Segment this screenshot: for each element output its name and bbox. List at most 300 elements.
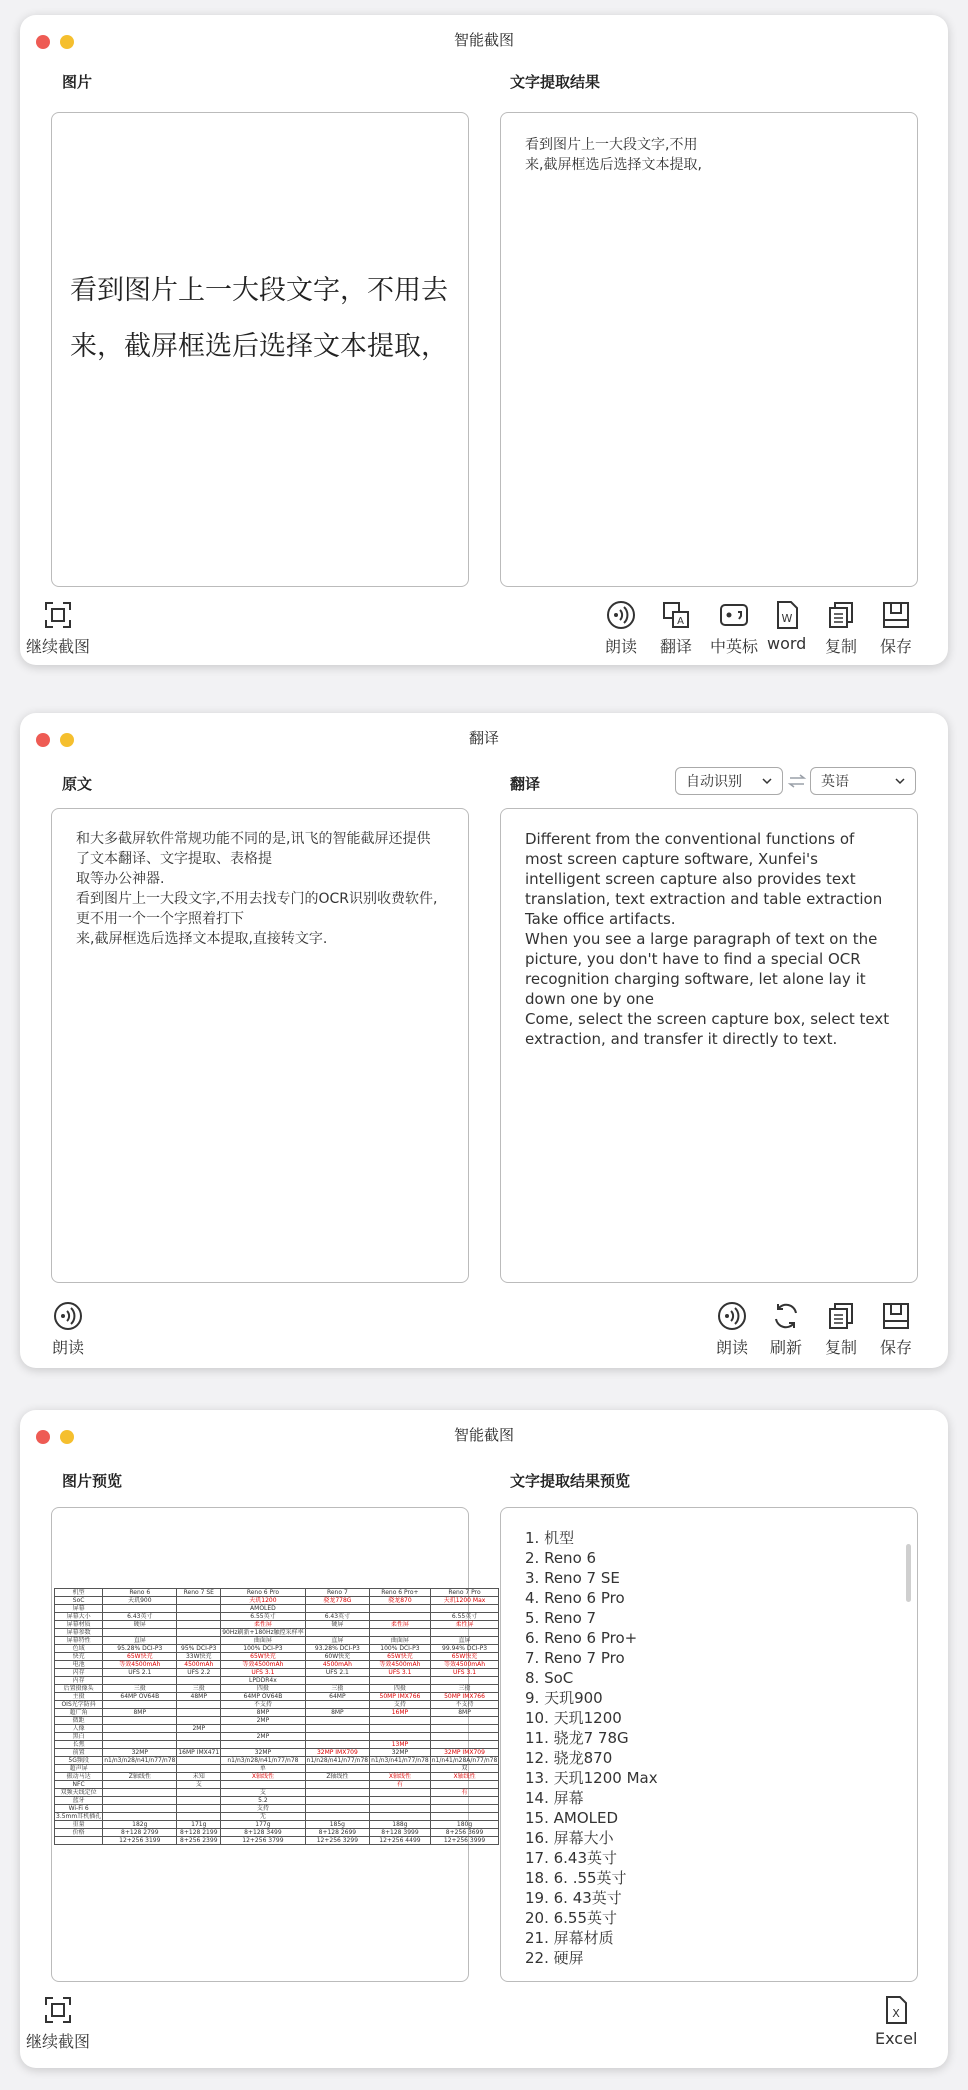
spec-cell xyxy=(177,1677,221,1685)
smart-capture-window-2 xyxy=(20,1410,948,2068)
spec-row xyxy=(55,1613,499,1621)
spec-cell: 天玑1200 Max xyxy=(430,1597,499,1605)
spec-cell: Z轴线性 xyxy=(305,1773,369,1781)
spec-cell: 人像 xyxy=(55,1725,103,1733)
spec-row xyxy=(55,1741,499,1749)
spec-cell: 前置 xyxy=(55,1749,103,1757)
copy-button[interactable]: 复制 xyxy=(825,1301,857,1358)
spec-cell xyxy=(305,1605,369,1613)
refresh-icon xyxy=(771,1301,801,1331)
spec-row xyxy=(55,1733,499,1741)
ocr-result-item[interactable]: 22. 硬屏 xyxy=(525,1949,584,1967)
save-button[interactable]: 保存 xyxy=(880,600,912,657)
spec-row xyxy=(55,1757,499,1765)
ocr-result-item[interactable]: 8. SoC xyxy=(525,1669,574,1687)
spec-cell: 支持 xyxy=(370,1701,431,1709)
spec-cell xyxy=(177,1813,221,1821)
spec-cell: 骁龙870 xyxy=(370,1597,431,1605)
captured-image xyxy=(52,263,488,375)
ocr-result-item[interactable]: 4. Reno 6 Pro xyxy=(525,1589,625,1607)
spec-row xyxy=(55,1821,499,1829)
spec-cell: OIS光学防抖 xyxy=(55,1701,103,1709)
spec-row xyxy=(55,1637,499,1645)
ocr-result-item[interactable]: 13. 天玑1200 Max xyxy=(525,1769,658,1787)
spec-row xyxy=(55,1677,499,1685)
spec-cell: 等效4500mAh xyxy=(221,1661,305,1669)
spec-cell: 无 xyxy=(221,1813,305,1821)
spec-cell: 双 xyxy=(430,1765,499,1773)
spec-cell: 重量 xyxy=(55,1821,103,1829)
swap-languages-icon[interactable] xyxy=(788,773,806,789)
spec-cell: 6.55英寸 xyxy=(430,1613,499,1621)
ocr-result-panel[interactable] xyxy=(500,1507,918,1982)
chevron-down-icon xyxy=(762,776,772,786)
spec-cell xyxy=(103,1717,177,1725)
source-text-panel[interactable] xyxy=(51,808,469,1283)
spec-cell: 8+128 2199 xyxy=(177,1829,221,1837)
spec-cell: 8MP xyxy=(103,1709,177,1717)
spec-cell: 32MP xyxy=(103,1749,177,1757)
spec-row xyxy=(55,1837,499,1845)
spec-cell xyxy=(430,1733,499,1741)
spec-header-cell: Reno 6 xyxy=(103,1589,177,1597)
ocr-result-list[interactable] xyxy=(525,1528,893,1968)
spec-cell: 171g xyxy=(177,1821,221,1829)
spec-cell: 曲面屏 xyxy=(221,1637,305,1645)
translate-window xyxy=(20,713,948,1368)
spec-cell: 四摄 xyxy=(221,1685,305,1693)
excel-file-icon xyxy=(881,1995,911,2025)
spec-cell: 长焦 xyxy=(55,1741,103,1749)
spec-cell xyxy=(305,1781,369,1789)
spec-cell xyxy=(177,1701,221,1709)
spec-cell: UFS 3.1 xyxy=(370,1669,431,1677)
spec-row xyxy=(55,1797,499,1805)
excel-export-button[interactable]: X Excel xyxy=(875,1995,917,2048)
spec-cell: 屏幕参数 xyxy=(55,1629,103,1637)
spec-cell xyxy=(370,1605,431,1613)
spec-cell xyxy=(370,1677,431,1685)
spec-cell xyxy=(430,1725,499,1733)
spec-cell: 屏幕材质 xyxy=(55,1621,103,1629)
spec-cell xyxy=(430,1629,499,1637)
spec-cell: 三摄 xyxy=(430,1685,499,1693)
spec-cell: 有 xyxy=(370,1781,431,1789)
spec-row xyxy=(55,1693,499,1701)
ocr-result-item[interactable]: 20. 6.55英寸 xyxy=(525,1909,618,1927)
spec-cell: 微距 xyxy=(55,1717,103,1725)
spec-cell: 12+256 3199 xyxy=(103,1837,177,1845)
spec-cell: 16MP xyxy=(370,1709,431,1717)
word-file-icon xyxy=(772,600,802,630)
spec-cell xyxy=(370,1717,431,1725)
spec-cell xyxy=(305,1813,369,1821)
ocr-result-item[interactable]: 9. 天玑900 xyxy=(525,1689,603,1707)
spec-cell: 4500mAh xyxy=(305,1661,369,1669)
spec-cell: 三摄 xyxy=(305,1685,369,1693)
spec-cell: 99.94% DCI-P3 xyxy=(430,1645,499,1653)
spec-row xyxy=(55,1725,499,1733)
spec-cell: X轴线性 xyxy=(370,1773,431,1781)
spec-cell: 曲面屏 xyxy=(370,1637,431,1645)
image-label: 图片 xyxy=(62,73,93,91)
spec-cell xyxy=(177,1629,221,1637)
spec-cell: 三摄 xyxy=(103,1685,177,1693)
capture-frame-icon xyxy=(43,600,73,630)
spec-cell xyxy=(103,1797,177,1805)
spec-cell: 95% DCI-P3 xyxy=(177,1645,221,1653)
spec-row xyxy=(55,1621,499,1629)
spec-cell: 快充 xyxy=(55,1653,103,1661)
spec-cell: 天玑1200 xyxy=(221,1597,305,1605)
spec-cell: 180g xyxy=(430,1821,499,1829)
continue-capture-button[interactable]: 继续截图 xyxy=(26,1995,90,2052)
spec-cell xyxy=(430,1813,499,1821)
svg-text:W: W xyxy=(781,612,793,625)
window-title: 智能截图 xyxy=(453,31,514,49)
spec-cell xyxy=(103,1677,177,1685)
svg-text:X: X xyxy=(892,2007,900,2020)
spec-cell: 50MP IMX766 xyxy=(370,1693,431,1701)
spec-cell: 蓝牙 xyxy=(55,1797,103,1805)
spec-cell xyxy=(370,1733,431,1741)
spec-cell xyxy=(430,1797,499,1805)
spec-cell xyxy=(370,1789,431,1797)
spec-cell xyxy=(305,1725,369,1733)
spec-cell: 33W快充 xyxy=(177,1653,221,1661)
spec-cell: 等效4500mAh xyxy=(430,1661,499,1669)
spec-cell xyxy=(305,1733,369,1741)
spec-cell: 32MP IMX709 xyxy=(305,1749,369,1757)
zh-en-punctuation-button[interactable]: 中英标 xyxy=(710,600,758,657)
spec-row xyxy=(55,1597,499,1605)
spec-cell: 93.28% DCI-P3 xyxy=(305,1645,369,1653)
spec-cell: 8MP xyxy=(305,1709,369,1717)
spec-cell xyxy=(370,1813,431,1821)
spec-table-image xyxy=(54,1588,498,1845)
spec-cell: 32MP IMX709 xyxy=(430,1749,499,1757)
spec-cell xyxy=(430,1605,499,1613)
spec-cell xyxy=(103,1733,177,1741)
spec-cell: 8+256 3699 xyxy=(430,1829,499,1837)
spec-cell: 柔性屏 xyxy=(430,1621,499,1629)
spec-row xyxy=(55,1789,499,1797)
ocr-result-item[interactable]: 2. Reno 6 xyxy=(525,1549,597,1567)
speaker-icon xyxy=(606,600,636,630)
spec-header-cell: Reno 7 xyxy=(305,1589,369,1597)
spec-row xyxy=(55,1781,499,1789)
spec-cell xyxy=(221,1781,305,1789)
image-panel xyxy=(51,112,469,587)
spec-cell: 12+256 3999 xyxy=(430,1837,499,1845)
spec-cell xyxy=(103,1725,177,1733)
spec-cell xyxy=(103,1813,177,1821)
spec-cell: 12+256 3799 xyxy=(221,1837,305,1845)
spec-row xyxy=(55,1605,499,1613)
ocr-result-item[interactable]: 17. 6.43英寸 xyxy=(525,1849,618,1867)
spec-cell xyxy=(103,1701,177,1709)
spec-cell: SoC xyxy=(55,1597,103,1605)
source-language-select[interactable]: 自动识别 xyxy=(675,767,783,795)
spec-header-cell: Reno 6 Pro xyxy=(221,1589,305,1597)
ocr-result-item[interactable]: 7. Reno 7 Pro xyxy=(525,1649,625,1667)
spec-cell xyxy=(177,1637,221,1645)
ocr-result-item[interactable]: 3. Reno 7 SE xyxy=(525,1569,620,1587)
spec-cell xyxy=(103,1789,177,1797)
spec-cell xyxy=(305,1701,369,1709)
spec-cell xyxy=(177,1797,221,1805)
spec-cell: LPDDR4x xyxy=(221,1677,305,1685)
ocr-result-item[interactable]: 1. 机型 xyxy=(525,1529,575,1547)
spec-cell: X轴线性 xyxy=(221,1773,305,1781)
spec-cell: 振动马达 xyxy=(55,1773,103,1781)
spec-cell: 电池 xyxy=(55,1661,103,1669)
spec-cell: 主摄 xyxy=(55,1693,103,1701)
spec-cell xyxy=(305,1805,369,1813)
captured-line: 看到图片上一大段文字，不用去 xyxy=(70,275,448,306)
spec-cell: 等效4500mAh xyxy=(103,1661,177,1669)
spec-cell: n1/n3/n28/n41/n77/n78 xyxy=(104,1756,176,1764)
ocr-result-item[interactable]: 21. 屏幕材质 xyxy=(525,1929,614,1947)
spec-cell xyxy=(177,1621,221,1629)
spec-cell xyxy=(305,1765,369,1773)
spec-cell xyxy=(430,1741,499,1749)
spec-row xyxy=(55,1717,499,1725)
scrollbar-thumb[interactable] xyxy=(906,1544,911,1602)
spec-cell: 超声屏 xyxy=(55,1765,103,1773)
spec-cell xyxy=(103,1629,177,1637)
result-label: 文字提取结果 xyxy=(510,73,601,91)
spec-cell: 双频天线定位 xyxy=(55,1789,103,1797)
source-text[interactable]: 和大多截屏软件常规功能不同的是,讯飞的智能截屏还提供了文本翻译、文字提取、表格提 取等办公神器. 看到图片上一大段文字,不用去找专门的OCR识别收费软件,更不用一个一个字照着打下 来,截屏框选后选择文本提取,直接转文字. xyxy=(76,831,438,947)
spec-cell xyxy=(430,1717,499,1725)
translation-panel[interactable] xyxy=(500,808,918,1283)
spec-cell xyxy=(305,1789,369,1797)
spec-row xyxy=(55,1773,499,1781)
spec-row xyxy=(55,1653,499,1661)
spec-cell: 直屏 xyxy=(430,1637,499,1645)
ocr-result-item[interactable]: 5. Reno 7 xyxy=(525,1609,597,1627)
chevron-down-icon xyxy=(895,776,905,786)
spec-cell: 不支持 xyxy=(430,1701,499,1709)
window-title: 智能截图 xyxy=(453,1426,514,1444)
spec-cell xyxy=(305,1677,369,1685)
spec-cell xyxy=(177,1717,221,1725)
spec-cell: 32MP xyxy=(221,1749,305,1757)
translate-icon xyxy=(661,600,691,630)
spec-cell: NFC xyxy=(55,1781,103,1789)
spec-cell: 12+256 4499 xyxy=(370,1837,431,1845)
spec-row xyxy=(55,1709,499,1717)
spec-cell xyxy=(430,1805,499,1813)
copy-button[interactable]: 复制 xyxy=(825,600,857,657)
spec-cell xyxy=(177,1613,221,1621)
copy-icon xyxy=(826,600,856,630)
spec-cell: 8MP xyxy=(430,1709,499,1717)
spec-cell: 8+128 3999 xyxy=(370,1829,431,1837)
spec-cell: AMOLED xyxy=(221,1605,305,1613)
read-aloud-button[interactable]: 朗读 xyxy=(605,600,637,657)
captured-line: 来，截屏框选后选择文本提取， xyxy=(70,331,448,362)
spec-header-cell: Reno 7 SE xyxy=(177,1589,221,1597)
spec-cell: n1/n41/n28A/n77/n78 xyxy=(431,1756,498,1764)
spec-cell: UFS 2.1 xyxy=(305,1669,369,1677)
spec-cell xyxy=(177,1765,221,1773)
spec-cell: 32MP xyxy=(370,1749,431,1757)
spec-cell: 支 xyxy=(221,1789,305,1797)
spec-row xyxy=(55,1813,499,1821)
ocr-result-item[interactable]: 19. 6. 43英寸 xyxy=(525,1889,622,1907)
spec-cell: 60W快充 xyxy=(305,1653,369,1661)
spec-cell: 177g xyxy=(221,1821,305,1829)
svg-text:A: A xyxy=(677,616,684,627)
ocr-result-item[interactable]: 12. 骁龙870 xyxy=(525,1749,613,1767)
spec-cell xyxy=(370,1725,431,1733)
spec-cell: UFS 3.1 xyxy=(221,1669,305,1677)
ocr-result-item[interactable]: 11. 骁龙7 78G xyxy=(525,1729,629,1747)
spec-cell xyxy=(103,1805,177,1813)
spec-cell: n1/n28/n41/n77/n78 xyxy=(306,1756,369,1764)
spec-cell: 黑白 xyxy=(55,1733,103,1741)
spec-cell: UFS 3.1 xyxy=(430,1669,499,1677)
spec-cell: UFS 2.2 xyxy=(177,1669,221,1677)
spec-cell: 超广角 xyxy=(55,1709,103,1717)
spec-cell: 13MP xyxy=(370,1741,431,1749)
punctuation-icon xyxy=(719,600,749,630)
spec-cell: 65W快充 xyxy=(370,1653,431,1661)
spec-cell xyxy=(177,1789,221,1797)
speaker-icon xyxy=(53,1301,83,1331)
spec-cell: Z轴线性 xyxy=(103,1773,177,1781)
spec-row xyxy=(55,1805,499,1813)
spec-cell: 64MP OV64B xyxy=(221,1693,305,1701)
word-export-button[interactable]: W word xyxy=(767,600,806,653)
spec-cell xyxy=(370,1805,431,1813)
spec-cell: 64MP OV64B xyxy=(103,1693,177,1701)
spec-cell xyxy=(305,1797,369,1805)
spec-cell xyxy=(305,1717,369,1725)
spec-cell: Wi-Fi 6 xyxy=(55,1805,103,1813)
translated-text[interactable]: Different from the conventional functions of most screen capture software, Xunfei's intelligent screen capture also provides text translation, text extraction and table extraction Take office artifacts. When you see a large paragraph of text on the picture, you don't have to find a special OCR recognition charging software, let alone lay it down one by one Come, select the screen capture box, select text extraction, and transfer it directly to text. xyxy=(525,830,890,1048)
spec-cell: 16MP IMX471 xyxy=(178,1748,220,1756)
spec-row xyxy=(55,1669,499,1677)
spec-cell xyxy=(103,1605,177,1613)
spec-cell: 8MP xyxy=(221,1709,305,1717)
spec-cell xyxy=(103,1781,177,1789)
spec-cell: 硬屏 xyxy=(103,1621,177,1629)
spec-row xyxy=(55,1749,499,1757)
spec-cell: 8+128 3499 xyxy=(221,1829,305,1837)
spec-cell xyxy=(177,1805,221,1813)
spec-cell: 三摄 xyxy=(177,1685,221,1693)
spec-cell: 5G频段 xyxy=(55,1757,103,1765)
spec-row xyxy=(55,1829,499,1837)
spec-cell: 2MP xyxy=(221,1717,305,1725)
spec-cell: 2MP xyxy=(177,1725,221,1733)
spec-cell xyxy=(430,1677,499,1685)
continue-capture-button[interactable]: 继续截图 xyxy=(26,600,90,657)
spec-cell: 12+256 3299 xyxy=(305,1837,369,1845)
spec-cell: 内存 xyxy=(55,1677,103,1685)
target-label: 翻译 xyxy=(510,775,541,793)
preview-label: 图片预览 xyxy=(62,1472,123,1490)
ocr-result-item[interactable]: 6. Reno 6 Pro+ xyxy=(525,1629,638,1647)
spec-cell: 支 xyxy=(177,1781,221,1789)
ocr-result-item[interactable]: 16. 屏幕大小 xyxy=(525,1829,614,1847)
translate-button[interactable]: A 翻译 xyxy=(660,600,692,657)
spec-cell xyxy=(370,1797,431,1805)
copy-icon xyxy=(826,1301,856,1331)
spec-header-cell: Reno 7 Pro xyxy=(430,1589,499,1597)
target-language-select[interactable]: 英语 xyxy=(810,767,916,795)
spec-cell: 闪存 xyxy=(55,1669,103,1677)
spec-cell: 天玑900 xyxy=(103,1597,177,1605)
spec-cell: 未知 xyxy=(177,1773,221,1781)
spec-cell: 100% DCI-P3 xyxy=(221,1645,305,1653)
window-title: 翻译 xyxy=(468,729,499,747)
spec-cell: 4500mAh xyxy=(177,1661,221,1669)
spec-table xyxy=(54,1588,499,1845)
spec-cell xyxy=(221,1725,305,1733)
spec-cell xyxy=(370,1613,431,1621)
spec-cell: 90Hz刷新+180Hz触控采样率 xyxy=(222,1628,304,1636)
capture-frame-icon xyxy=(43,1995,73,2025)
image-preview-panel xyxy=(51,1507,498,1982)
refresh-button[interactable]: 刷新 xyxy=(770,1301,802,1358)
spec-cell xyxy=(305,1741,369,1749)
ocr-result-item[interactable]: 15. AMOLED xyxy=(525,1809,619,1827)
read-translation-button[interactable]: 朗读 xyxy=(716,1301,748,1358)
spec-cell: n1/n3/n41/n77/n78 xyxy=(371,1756,429,1764)
spec-cell: 有 xyxy=(430,1789,499,1797)
spec-cell: 65W快充 xyxy=(430,1653,499,1661)
save-icon xyxy=(881,1301,911,1331)
spec-cell: 色域 xyxy=(55,1645,103,1653)
spec-cell xyxy=(430,1781,499,1789)
ocr-result-item[interactable]: 14. 屏幕 xyxy=(525,1789,584,1807)
spec-cell: 硬屏 xyxy=(305,1621,369,1629)
spec-cell: 直屏 xyxy=(103,1637,177,1645)
spec-row xyxy=(55,1701,499,1709)
spec-cell: 64MP xyxy=(305,1693,369,1701)
spec-cell: 不支持 xyxy=(221,1701,305,1709)
spec-cell: 188g xyxy=(370,1821,431,1829)
spec-cell: 后置摄像头 xyxy=(55,1685,103,1693)
spec-cell: 单 xyxy=(221,1765,305,1773)
spec-row xyxy=(55,1685,499,1693)
spec-cell xyxy=(103,1765,177,1773)
spec-cell: 8+128 2799 xyxy=(103,1829,177,1837)
spec-cell: 182g xyxy=(103,1821,177,1829)
ocr-result-item[interactable]: 10. 天玑1200 xyxy=(525,1709,622,1727)
extracted-text[interactable]: 看到图片上一大段文字,不用 来,截屏框选后选择文本提取, xyxy=(525,137,702,173)
spec-cell: 65W快充 xyxy=(221,1653,305,1661)
ocr-result-item[interactable]: 18. 6. .55英寸 xyxy=(525,1869,627,1887)
spec-cell: 屏幕大小 xyxy=(55,1613,103,1621)
spec-header-cell: 机型 xyxy=(55,1589,103,1597)
spec-cell: UFS 2.1 xyxy=(103,1669,177,1677)
result-panel[interactable] xyxy=(500,112,918,587)
spec-cell: 价格 xyxy=(55,1829,103,1837)
spec-cell: 6.43英寸 xyxy=(305,1613,369,1621)
save-button[interactable]: 保存 xyxy=(880,1301,912,1358)
read-source-button[interactable]: 朗读 xyxy=(52,1301,84,1358)
spec-cell: 8+128 2699 xyxy=(305,1829,369,1837)
spec-header-cell: Reno 6 Pro+ xyxy=(370,1589,431,1597)
result-preview-label: 文字提取结果预览 xyxy=(510,1472,631,1490)
spec-cell: 屏幕特性 xyxy=(55,1637,103,1645)
speaker-icon xyxy=(717,1301,747,1331)
